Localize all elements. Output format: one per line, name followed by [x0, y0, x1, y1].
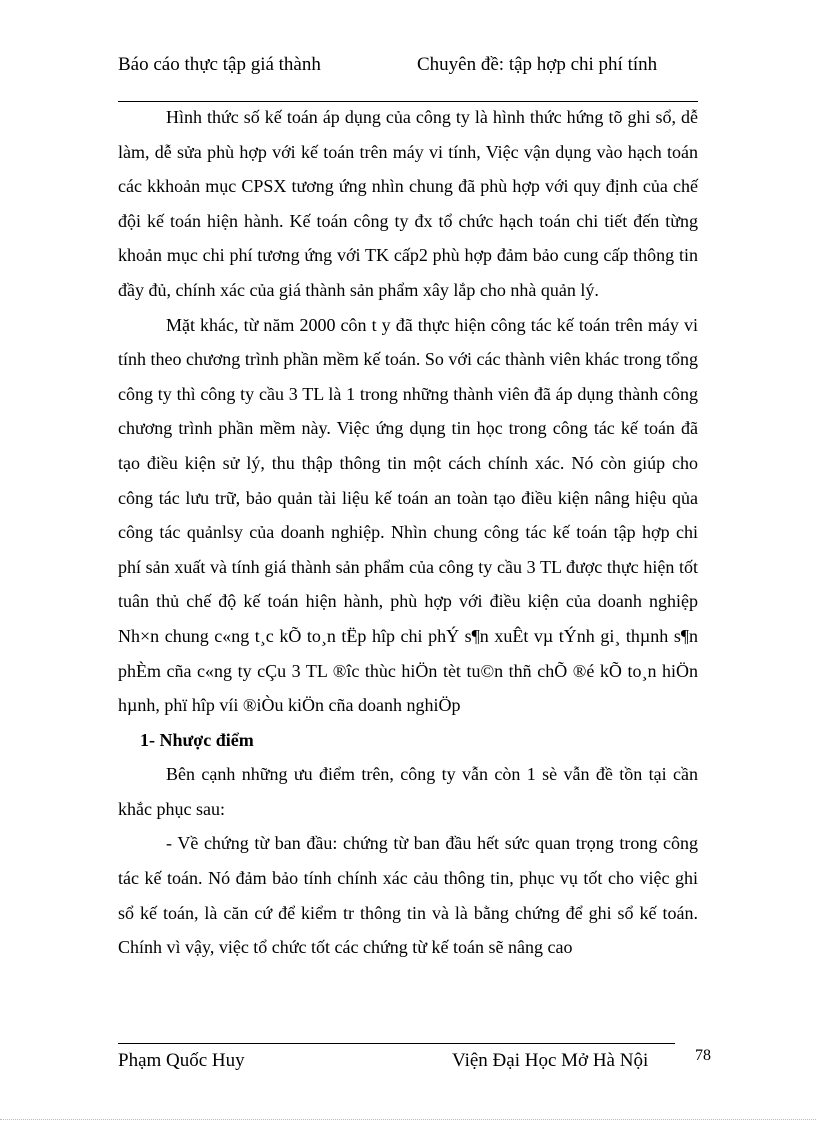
paragraph-accounting-form: Hình thức số kế toán áp dụng của công ty là hình thức hứng tõ ghi sổ, dễ làm, dễ sửa phù hợp với kế toán trên máy vi tính, Việc vận dụng vào hạch toán các kkhoản mục CPSX tương ứng nhìn chung đã phù hợp với quy định của chế đội kế toán hiện hành. Kế toán công ty đx tổ chức hạch toán chi tiết đến từng khoản mục chi phí tương ứng với TK cấp2 phù hợp đảm bảo cung cấp thông tin đầy đủ, chính xác của giá thành sản phẩm xây lắp cho nhà quản lý.	[118, 107, 698, 300]
paragraph-vouchers: - Về chứng từ ban đầu: chứng từ ban đầu hết sức quan trọng trong công tác kế toán. Nó đảm bảo tính chính xác cảu thông tin, phục vụ tốt cho việc ghi sổ kế toán, là căn cứ để kiểm tr thông tin và là bằng chứng để ghi sổ kế toán. Chính vì vậy, việc tổ chức tốt các chứng từ kế toán sẽ nâng cao	[118, 833, 698, 958]
paragraph-weaknesses-intro: Bên cạnh những ưu điểm trên, công ty vẫn còn 1 sè vẫn đề tồn tại cần khắc phục sau:	[118, 764, 698, 819]
section-heading-weaknesses: 1- Nhược điểm	[140, 729, 254, 750]
header-left-title: Báo cáo thực tập giá thành	[118, 54, 321, 75]
paragraph-encoded-text: Nh×n chung c«ng t¸c kÕ to¸n tËp hîp chi phÝ s¶n xuÊt vµ tÝnh gi¸ thµnh s¶n phÈm cña c«ng ty cÇu 3 TL ®îc thùc hiÖn tèt tu©n thñ chÕ ®é kÕ to¸n hiÖn hµnh, phï hîp víi ®iÒu kiÖn cña doanh nghiÖp	[118, 625, 698, 716]
page-number: 78	[695, 1047, 711, 1064]
footer-institution: Viện Đại Học Mở Hà Nội	[452, 1050, 649, 1071]
document-body	[118, 100, 698, 965]
footer-author: Phạm Quốc Huy	[118, 1050, 245, 1071]
page-bottom-edge	[0, 1119, 816, 1120]
header-right-title: Chuyên đề: tập hợp chi phí tính	[417, 54, 658, 75]
footer-divider	[118, 1043, 675, 1044]
paragraph-software: Mặt khác, từ năm 2000 côn t y đã thực hiện công tác kế toán trên máy vi tính theo chương trình phần mềm kế toán. So với các thành viên khác trong tổng công ty thì công ty cầu 3 TL là 1 trong những thành viên đã áp dụng thành công chương trình phần mềm này. Việc ứng dụng tin học trong công tác kế toán đã tạo điều kiện sử lý, thu thập thông tin một cách chính xác. Nó còn giúp cho công tác lưu trữ, bảo quản tài liệu kế toán an toàn tạo điều kiện nâng hiệu qủa công tác quảnlsy của doanh nghiệp. Nhìn chung công tác kế toán tập hợp chi phí sản xuất và tính giá thành sản phẩm của công ty cầu 3 TL được thực hiện tốt tuân thủ chế độ kế toán hiện hành, phù hợp với điều kiện của doanh nghiệp	[118, 314, 698, 612]
